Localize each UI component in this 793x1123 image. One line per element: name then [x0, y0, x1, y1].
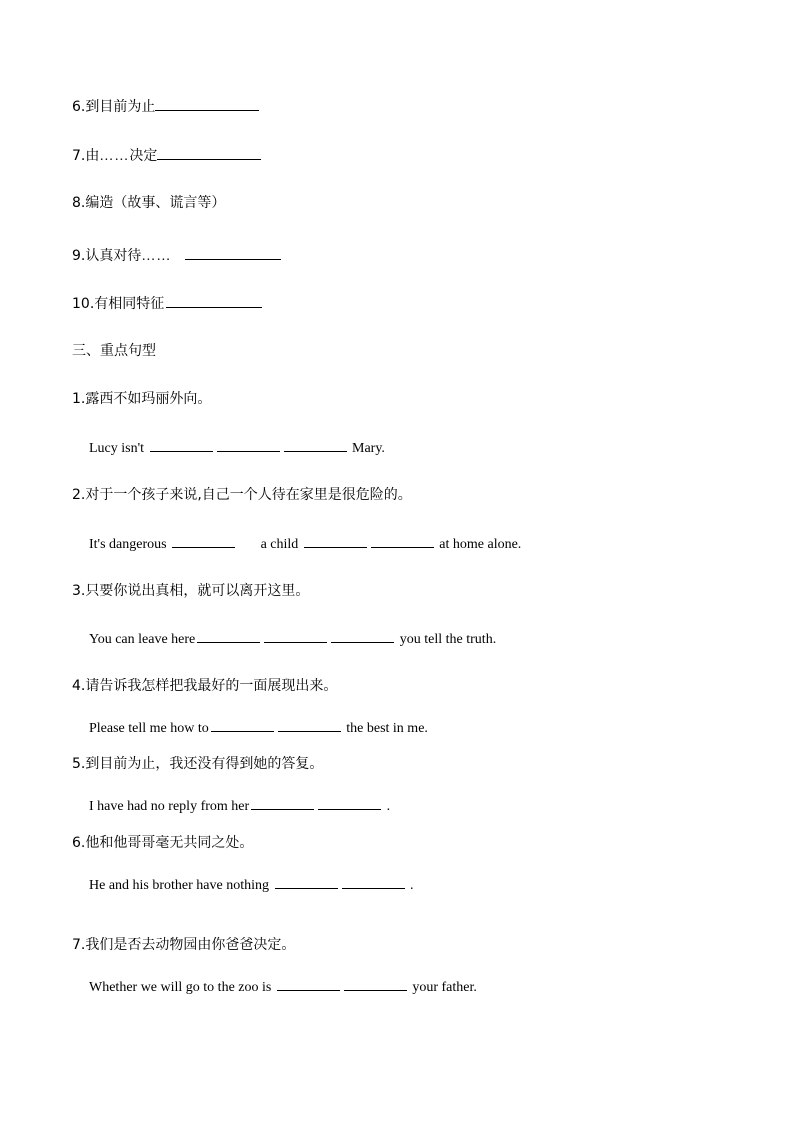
answer-blank[interactable] [277, 977, 340, 991]
phrase-item-10 [72, 294, 264, 313]
answer-blank[interactable] [278, 718, 341, 732]
answer-blank[interactable] [251, 796, 314, 810]
phrase-chinese: 到目前为止 [85, 99, 156, 115]
answer-blank[interactable] [155, 97, 259, 111]
answer-blank[interactable] [331, 629, 394, 643]
sentence-chinese-3: 3.只要你说出真相，就可以离开这里。 [72, 583, 310, 599]
phrase-number: 7. [72, 148, 86, 164]
phrase-item-9 [72, 246, 283, 266]
sentence-text-after: . [386, 799, 391, 814]
answer-blank[interactable] [344, 977, 407, 991]
phrase-chinese-before: 由 [85, 148, 100, 164]
phrase-chinese-after: 决定 [129, 148, 158, 164]
sentence-text-after: you tell the truth. [399, 632, 497, 647]
answer-blank[interactable] [264, 629, 327, 643]
ellipsis: …… [99, 149, 130, 164]
answer-blank[interactable] [166, 294, 262, 308]
sentence-english-1 [89, 438, 385, 458]
sentence-chinese-2: 2.对于一个孩子来说,自己一个人待在家里是很危险的。 [72, 487, 412, 503]
sentence-text-after: at home alone. [439, 537, 522, 552]
sentence-text-before: You can leave here [89, 632, 196, 647]
sentence-english-2 [89, 534, 521, 554]
sentence-chinese-7: 7.我们是否去动物园由你爸爸决定。 [72, 937, 296, 953]
sentence-text-before: Lucy isn't [89, 441, 145, 456]
sentence-english-6 [89, 875, 414, 895]
answer-blank[interactable] [211, 718, 274, 732]
phrase-number: 9. [72, 248, 86, 264]
sentence-text-before: Whether we will go to the zoo is [89, 980, 272, 995]
phrase-chinese: 编造（故事、谎言等） [85, 195, 226, 211]
answer-blank[interactable] [371, 534, 434, 548]
sentence-english-7 [89, 977, 477, 997]
sentence-text-after: Mary. [352, 441, 385, 456]
sentence-chinese-6: 6.他和他哥哥毫无共同之处。 [72, 835, 254, 851]
section-title: 三、重点句型 [72, 343, 156, 359]
sentence-text-after: the best in me. [346, 721, 428, 736]
answer-blank[interactable] [150, 438, 213, 452]
ellipsis: …… [141, 249, 172, 264]
phrase-item-6 [72, 97, 261, 116]
phrase-item-7 [72, 146, 263, 166]
sentence-chinese-4: 4.请告诉我怎样把我最好的一面展现出来。 [72, 678, 338, 694]
answer-blank[interactable] [304, 534, 367, 548]
sentence-chinese-1: 1.露西不如玛丽外向。 [72, 391, 212, 407]
phrase-item-8 [72, 194, 225, 212]
sentence-text-after: your father. [412, 980, 477, 995]
answer-blank[interactable] [197, 629, 260, 643]
answer-blank[interactable] [157, 146, 261, 160]
sentence-text-before: Please tell me how to [89, 721, 209, 736]
answer-blank[interactable] [318, 796, 381, 810]
answer-blank[interactable] [217, 438, 280, 452]
sentence-text-before: I have had no reply from her [89, 799, 250, 814]
sentence-english-4 [89, 718, 428, 738]
sentence-text-before: He and his brother have nothing [89, 878, 270, 893]
answer-blank[interactable] [172, 534, 235, 548]
answer-blank[interactable] [275, 875, 338, 889]
sentence-english-3 [89, 629, 496, 649]
phrase-chinese: 有相同特征 [94, 296, 165, 312]
phrase-number: 6. [72, 99, 86, 115]
answer-blank[interactable] [342, 875, 405, 889]
sentence-text-middle: a child [260, 537, 299, 552]
phrase-number: 10. [72, 296, 95, 312]
sentence-english-5 [89, 796, 390, 816]
phrase-chinese: 认真对待 [85, 248, 142, 264]
sentence-text-after: . [410, 878, 414, 893]
phrase-number: 8. [72, 195, 86, 211]
sentence-text-before: It's dangerous [89, 537, 167, 552]
answer-blank[interactable] [185, 246, 281, 260]
answer-blank[interactable] [284, 438, 347, 452]
sentence-chinese-5: 5.到目前为止，我还没有得到她的答复。 [72, 756, 324, 772]
